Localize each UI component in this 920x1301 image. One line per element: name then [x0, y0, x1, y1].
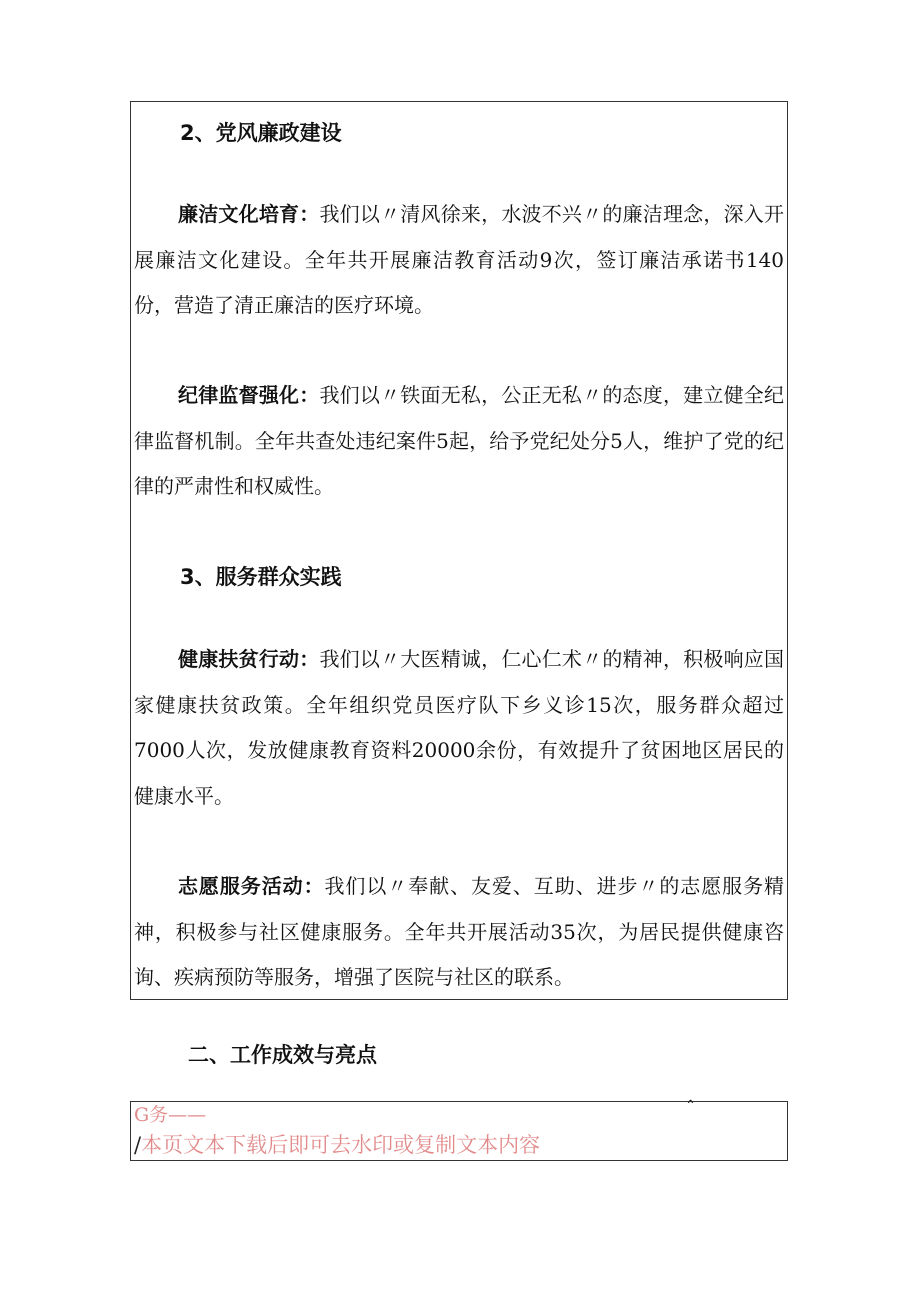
watermark-notice	[134, 1131, 540, 1159]
paragraph-label: 健康扶贫行动：	[178, 647, 320, 671]
paragraph-discipline	[134, 373, 784, 510]
part-two-title: 二、工作成效与亮点	[188, 1043, 377, 1067]
paragraph-health-poverty	[134, 637, 784, 819]
paragraph-volunteer	[134, 864, 784, 1001]
section-heading-3: 3、服务群众实践	[180, 565, 342, 589]
paragraph-label: 纪律监督强化：	[178, 383, 320, 407]
section-heading-2: 2、党风廉政建设	[180, 121, 342, 145]
paragraph-text: 我们以〃清风徐来，水波不兴〃的廉洁理念，深入开展廉洁文化建设。全年共开展廉洁教育活动9次，签订廉洁承诺书140份，营造了清正廉洁的医疗环境。	[134, 202, 785, 317]
watermark-notice-text: 本页文本下载后即可去水印或复制文本内容	[141, 1133, 541, 1157]
paragraph-text: 我们以〃大医精诚，仁心仁术〃的精神，积极响应国家健康扶贫政策。全年组织党员医疗队下乡义诊15次，服务群众超过7000人次，发放健康教育资料20000余份，有效提升了贫困地区居民的健康水平。	[134, 647, 785, 808]
paragraph-text: 我们以〃铁面无私，公正无私〃的态度，建立健全纪律监督机制。全年共查处违纪案件5起，给予党纪处分5人，维护了党的纪律的严肃性和权威性。	[134, 383, 785, 498]
paragraph-label: 志愿服务活动：	[178, 874, 325, 898]
caret-mark: ˆ	[686, 1098, 695, 1119]
slash-mark: /	[134, 1133, 142, 1157]
paragraph-text: 我们以〃奉献、友爱、互助、进步〃的志愿服务精神，积极参与社区健康服务。全年共开展活动35次，为居民提供健康咨询、疾病预防等服务，增强了医院与社区的联系。	[134, 874, 784, 989]
paragraph-label: 廉洁文化培育：	[178, 202, 320, 226]
paragraph-clean-culture	[134, 192, 784, 329]
watermark-fragment: G务——	[134, 1104, 207, 1126]
